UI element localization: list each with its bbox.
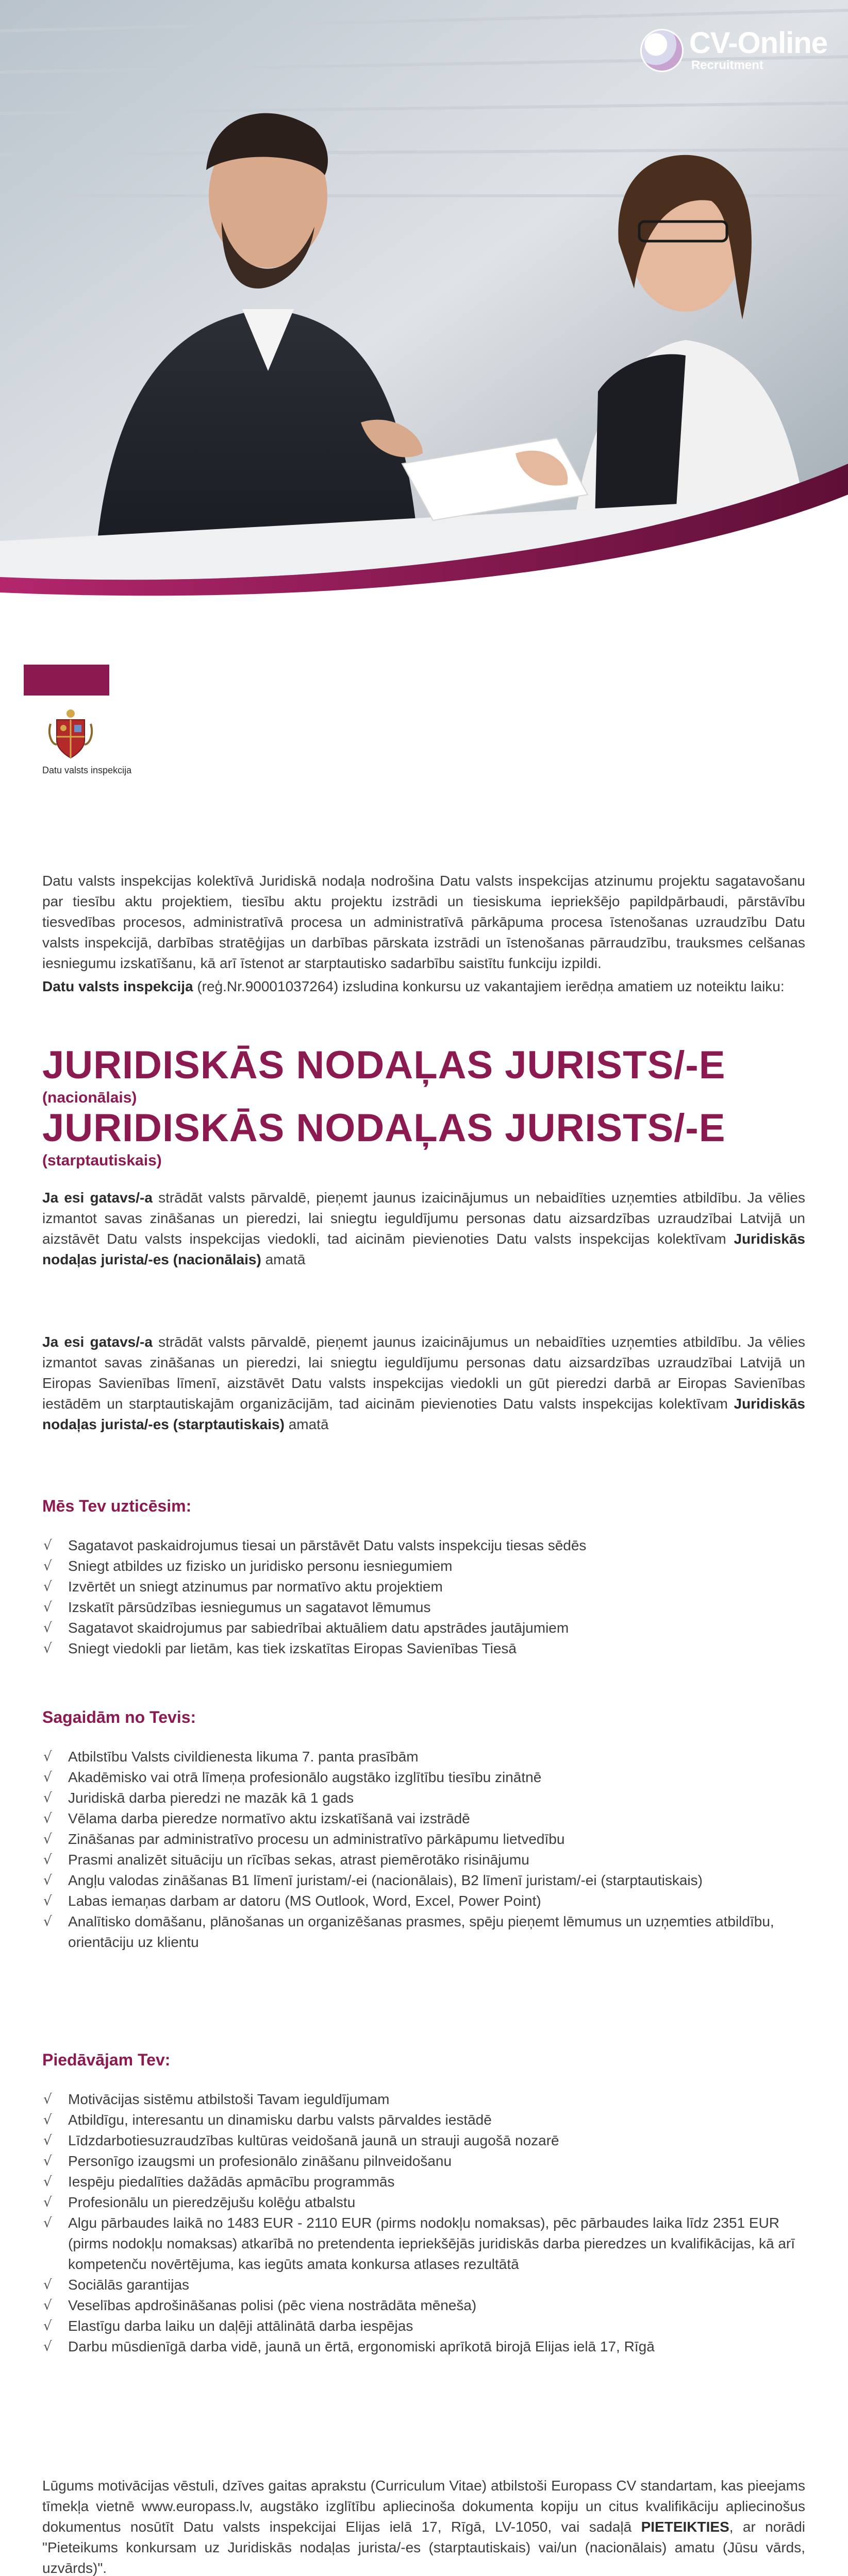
invitation-national — [42, 1188, 805, 1270]
invitation-tail: amatā — [261, 1251, 306, 1267]
list-item: √ Vēlama darba pieredze normatīvo aktu izskatīšanā vai izstrādē — [42, 1808, 805, 1829]
list-item: √ Juridiskā darba pieredzi ne mazāk kā 1 gads — [42, 1788, 805, 1808]
list-item: √ Motivācijas sistēmu atbilstoši Tavam ieguldījumam — [42, 2089, 805, 2110]
list-item: √ Sagatavot skaidrojumus par sabiedrībai aktuāliem datu apstrādes jautājumiem — [42, 1618, 805, 1638]
hero-photo — [0, 0, 848, 608]
list-item: √ Izvērtēt un sniegt atzinumus par normatīvo aktu projektiem — [42, 1577, 805, 1597]
list-item: √ Angļu valodas zināšanas B1 līmenī juristam/-ei (nacionālais), B2 līmenī juristam/-ei (starptautiskais) — [42, 1870, 805, 1891]
list-item: √ Sniegt atbildes uz fizisko un juridisko personu iesniegumiem — [42, 1556, 805, 1577]
logo-name: CV-Online — [689, 26, 827, 60]
application-text: Lūgums motivācijas vēstuli, dzīves gaitas aprakstu (Curriculum Vitae) atbilstoši Europass CV standartam, kas pieejams tīmekļa vietnē www.europass.lv, augstāko izglītību apliecinoša dokumenta kopiju un citus kvalifikāciju apliecinošus dokumentus nosūtīt Datu valsts inspekcijai Elijas ielā 17, Rīgā, LV-1050, vai sadaļā — [42, 2478, 805, 2535]
list-item: √ Darbu mūsdienīgā darba vidē, jaunā un ērtā, ergonomiski aprīkotā birojā Elijas ielā 17, Rīgā — [42, 2336, 805, 2357]
list-item: √ Akadēmisko vai otrā līmeņa profesionālo augstāko izglītību tiesību zinātnē — [42, 1767, 805, 1788]
org-name: Datu valsts inspekcija — [42, 978, 193, 994]
list-item: √ Sniegt viedokli par lietām, kas tiek izskatītas Eiropas Savienības Tiesā — [42, 1638, 805, 1659]
list-item: √ Analītisko domāšanu, plānošanas un organizēšanas prasmes, spēju pieņemt lēmumus un uzņemties atbildību, orientāciju uz klientu — [42, 1911, 805, 1953]
coat-of-arms-icon — [47, 708, 94, 760]
invitation-text: strādāt valsts pārvaldē, pieņemt jaunus izaicinājumus un nebaidīties uzņemties atbildību. Ja vēlies izmantot savas zināšanas un pieredzi, lai sniegtu ieguldījumu personas datu aizsardzības uzraudzībai Latvijā un Eiropas Savienības līmenī, aizstāvēt Datu valsts inspekcijas viedokli un gūt pieredzi darbā ar Eiropas Savienības iestādēm un starptautiskajām organizācijām, tad aicinām pievienoties Datu valsts inspekcijas kolektīvam — [42, 1334, 805, 1412]
brand-bar — [24, 665, 109, 696]
invitation-role: Juridiskās nodaļas jurista/-es (nacionālais) — [42, 1231, 805, 1267]
cv-online-logo-icon — [642, 30, 682, 71]
invitation-role: Juridiskās nodaļas jurista/-es (starptautiskais) — [42, 1396, 805, 1432]
list-item: √ Prasmi analizēt situāciju un rīcības sekas, atrast piemērotāko risinājumu — [42, 1850, 805, 1870]
position-title-international: JURIDISKĀS NODAĻAS JURISTS/-E — [42, 1106, 726, 1150]
invitation-international — [42, 1332, 805, 1435]
list-item: √ Sociālās garantijas — [42, 2275, 805, 2295]
logo-sub: Recruitment — [691, 58, 763, 72]
list-item: √ Veselības apdrošināšanas polisi (pēc viena nostrādāta mēneša) — [42, 2295, 805, 2316]
list-item: √ Izskatīt pārsūdzības iesniegumus un sagatavot lēmumus — [42, 1597, 805, 1618]
org-details: (reģ.Nr.90001037264) izsludina konkursu uz vakantajiem ierēdņa amatiem uz noteiktu laiku: — [193, 978, 785, 994]
requirements-list — [42, 1747, 805, 1953]
list-item: √ Atbilstību Valsts civildienesta likuma 7. panta prasībām — [42, 1747, 805, 1767]
institution-caption: Datu valsts inspekcija — [42, 765, 132, 775]
intro-announcement — [42, 976, 805, 997]
benefits-list — [42, 2089, 805, 2357]
cv-online-logo — [642, 28, 827, 73]
list-item: √ Algu pārbaudes laikā no 1483 EUR - 2110 EUR (pirms nodokļu nomaksas), pēc pārbaudes laika līdz 2351 EUR (pirms nodokļu nomaksas) atkarībā no pretendenta iepriekšējās juridiskās darba pieredzes un kvalifikācijas, kā arī kompetenču novērtējuma, kas iegūts amata konkursa atlases rezultātā — [42, 2213, 805, 2275]
section-heading-duties: Mēs Tev uzticēsim: — [42, 1497, 192, 1515]
intro-paragraph: Datu valsts inspekcijas kolektīvā Juridiskā nodaļa nodrošina Datu valsts inspekcijas atzinumu projektu sagatavošanu par tiesību aktu projektiem, tiesību aktu projektu izstrādi un tiesiskuma iepriekšējo papildpārbaudi, pārstāvību tiesvedības procesos, administratīvā procesa un administratīvā pārkāpuma procesa īstenošanas uzraudzību Datu valsts inspekcijā, darbības stratēģijas un darbības pārskata izstrādi un īstenošanas pārraudzību, trauksmes celšanas iesniegumu izskatīšanu, kā arī īstenot ar starptautisko sadarbību saistītu funkciju izpildi. — [42, 873, 805, 971]
list-item: √ Elastīgu darba laiku un daļēji attālinātā darba iespējas — [42, 2316, 805, 2336]
list-item: √ Labas iemaņas darbam ar datoru (MS Outlook, Word, Excel, Power Point) — [42, 1891, 805, 1911]
application-text-end: , ar norādi "Pieteikums konkursam uz Juridiskās nodaļas jurista/-es (starptautiskais) vai/un (nacionālais) amatu (Jūsu vārds, uzvārds)". — [42, 2519, 805, 2576]
position-type-national: (nacionālais) — [42, 1089, 137, 1106]
duties-list — [42, 1535, 805, 1659]
section-heading-requirements: Sagaidām no Tevis: — [42, 1708, 196, 1726]
invitation-lead: Ja esi gatavs/-a — [42, 1334, 153, 1350]
list-item: √ Zināšanas par administratīvo procesu un administratīvo pārkāpumu lietvedību — [42, 1829, 805, 1850]
list-item: √ Atbildīgu, interesantu un dinamisku darbu valsts pārvaldes iestādē — [42, 2110, 805, 2130]
section-heading-benefits: Piedāvājam Tev: — [42, 2050, 171, 2069]
invitation-text: strādāt valsts pārvaldē, pieņemt jaunus izaicinājumus un nebaidīties uzņemties atbildību. Ja vēlies izmantot savas zināšanas un pieredzi, lai sniegtu ieguldījumu personas datu aizsardzības uzraudzībai Latvijā un aizstāvēt Datu valsts inspekcijas viedokli, tad aicinām pievienoties Datu valsts inspekcijas kolektīvam — [42, 1190, 805, 1247]
application-instructions — [42, 2476, 805, 2576]
hero-banner — [0, 0, 848, 608]
position-type-international: (starptautiskais) — [42, 1152, 162, 1169]
position-title-national: JURIDISKĀS NODAĻAS JURISTS/-E — [42, 1043, 726, 1087]
invitation-lead: Ja esi gatavs/-a — [42, 1190, 153, 1206]
invitation-tail: amatā — [284, 1416, 329, 1432]
list-item: √ Līdzdarbotiesuzraudzības kultūras veidošanā jaunā un strauji augošā nozarē — [42, 2130, 805, 2151]
list-item: √ Sagatavot paskaidrojumus tiesai un pārstāvēt Datu valsts inspekciju tiesas sēdēs — [42, 1535, 805, 1556]
list-item: √ Profesionālu un pieredzējušu kolēģu atbalstu — [42, 2192, 805, 2213]
list-item: √ Personīgo izaugsmi un profesionālo zināšanu pilnveidošanu — [42, 2151, 805, 2172]
apply-link[interactable]: PIETEIKTIES — [641, 2519, 729, 2535]
list-item: √ Iespēju piedalīties dažādās apmācību programmās — [42, 2172, 805, 2192]
